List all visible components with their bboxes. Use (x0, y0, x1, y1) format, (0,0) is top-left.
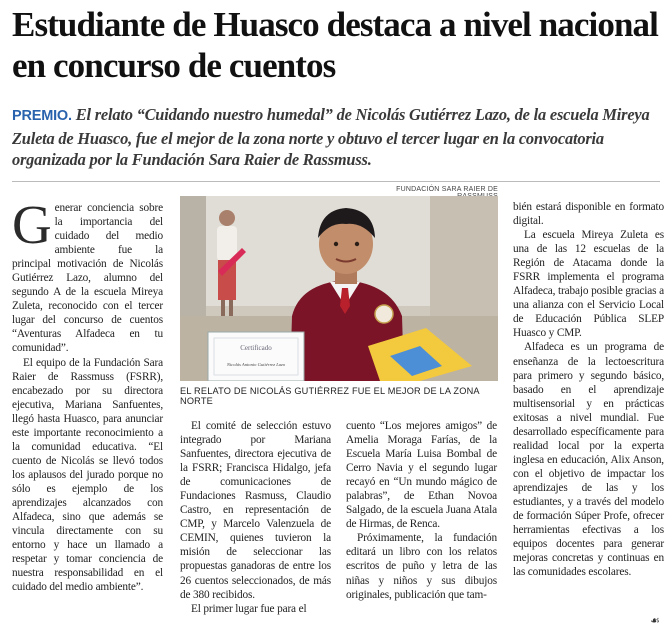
photo-credit: FUNDACIÓN SARA RAIER DE (396, 186, 498, 193)
photo-caption: EL RELATO DE NICOLÁS GUTIÉRREZ FUE EL MEJOR DE LA ZONA NORTE (180, 386, 480, 406)
certificate-text: Nicolás Antonio Gutiérrez Lazo (226, 362, 286, 367)
headline: Estudiante de Huasco destaca a nivel nacional en concurso de cuentos (12, 5, 658, 85)
body-paragraph: El comité de selección estuvo integrado por Mariana Sanfuentes, directora ejecutiva de la FSRR; Francisca Hidalgo, jefa de comunicaciones de Fundaciones Rasmuss, Claudio Castro, en representación de CMP, y Marcelo Valenzuela de CEMIN, quienes tuvieron la misión de seleccionar las propuestas ganadoras de entre los 26 cuentos seleccionados, de más de 380 recibidos. (180, 420, 331, 601)
column-4 (513, 200, 664, 579)
column-2 (180, 419, 331, 616)
body-paragraph: cuento “Los mejores amigos” de Amelia Moraga Farías, de la Escuela María Luisa Bombal de Cerro Navia y el segundo lugar recayó en “Un mundo mágico de palabras”, de Ethan Novoa Salgado, de la escuela Juana Atala de Hirmas, de Renca. (346, 420, 497, 531)
column-1 (12, 194, 163, 594)
body-paragraph: bién estará disponible en formato digital. (513, 201, 664, 228)
body-paragraph: Alfadeca es un programa de enseñanza de la lectoescritura para primero y segundo básico, basado en el aprendizaje multisensorial y en prácticas exitosas a nivel mundial. Fue desarrollado específicamente para realidad local por la experta inglesa en educación, Alix Anson, con el objetivo de impactar los aprendizajes de las y los estudiantes, y a través del modelo de formación Súper Profe, ofrecer herramientas efectivas a los equipos docentes para generar mejoras concretas y continuas en las comunidades escolares. (513, 341, 664, 579)
body-paragraph: Próximamente, la fundación editará un libro con los relatos escritos de puño y letra de las niñas y niños y sus dibujos originales, publicación que tam- (346, 532, 497, 601)
kicker-label: PREMIO. (12, 108, 72, 124)
body-paragraph: El equipo de la Fundación Sara Raier de Rassmuss (FSRR), encabezado por su directora ejecutiva, Mariana Sanfuentes, llegó hasta Huasco, para anunciar este importante reconocimiento a la comunidad educativa. “El cuento de Nicolás se llevó todos los aplausos del jurado porque no sólo es ejemplo de los aprendizajes alcanzados con Alfadeca, sino que además se vincula directamente con su entorno y hace un llamado a respetar y tomar conciencia de nuestra responsabilidad en el cuidado del medio ambiente”. (12, 356, 163, 594)
article-photo (180, 196, 498, 381)
end-mark-icon: ☙ (650, 614, 660, 627)
body-paragraph: Generar conciencia sobre la importancia del cuidado del medio ambiente fue la principal motivación de Nicolás Gutiérrez Lazo, alumno del segundo A de la escuela Mireya Zuleta, reconocido con el tercer lugar del concurso de cuentos “Aventuras Alfadeca en tu comunidad”. (12, 194, 163, 355)
column-3 (346, 419, 497, 602)
lead-text: El relato “Cuidando nuestro humedal” de Nicolás Gutiérrez Lazo, de la escuela Mireya Zuleta de Huasco, fue el mejor de la zona norte y obtuvo el tercer lugar en la convocatoria organizada por la Fundación Sara Raier de Rassmuss. (12, 105, 650, 169)
body-paragraph: La escuela Mireya Zuleta es una de las 12 escuelas de la Región de Atacama donde la FSRR implementa el programa Alfadeca, trabajo posible gracias a una alianza con el Servicio Local de Educación Pública SLEP Huasco y CMP. (513, 229, 664, 340)
section-divider (12, 181, 660, 182)
lead-paragraph (12, 104, 664, 171)
body-paragraph: El primer lugar fue para el (191, 602, 307, 615)
svg-text:Certificado: Certificado (240, 344, 272, 352)
drop-cap: G (12, 194, 52, 255)
